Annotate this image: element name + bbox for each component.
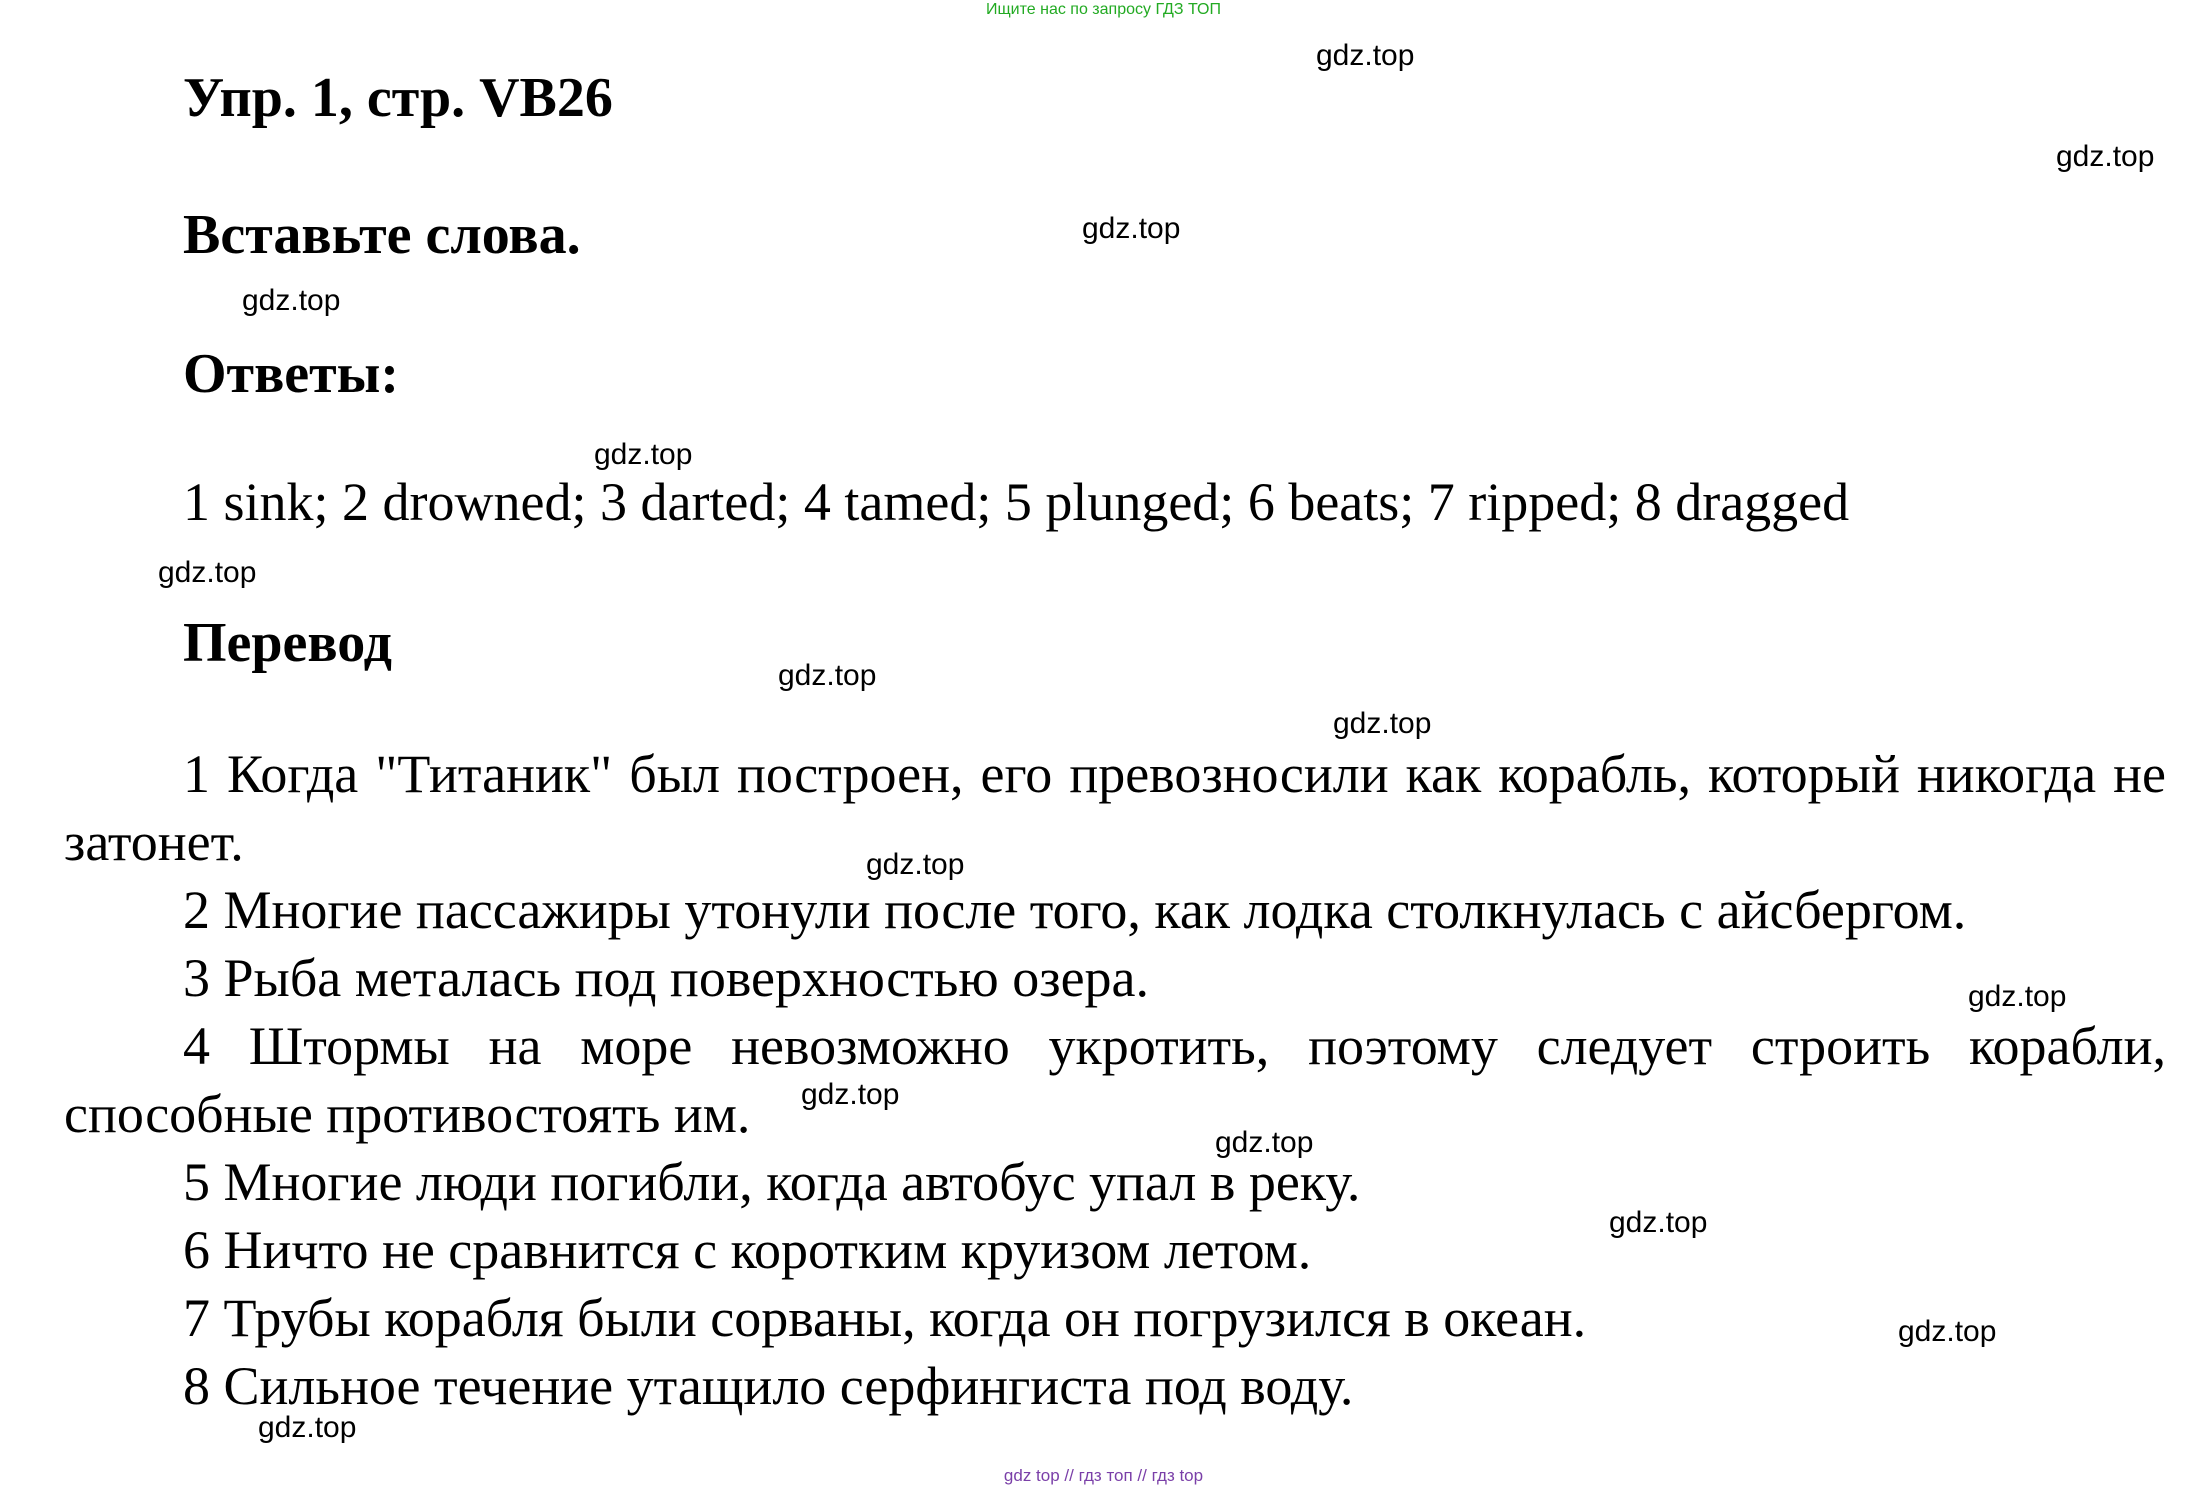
translation-item-4: 4 Штормы на море невозможно укротить, поэтому следует строить корабли, способные противостоять им. xyxy=(64,1016,2166,1144)
watermark: gdz.top xyxy=(1082,212,1181,245)
exercise-title: Упр. 1, стр. VB26 xyxy=(183,67,613,129)
translation-item-2: 2 Многие пассажиры утонули после того, как лодка столкнулась с айсбергом. xyxy=(183,880,1967,940)
watermark: gdz.top xyxy=(1333,707,1432,740)
watermark: gdz.top xyxy=(158,556,257,589)
bottom-banner: gdz top // гдз топ // гдз top xyxy=(1003,1466,1204,1485)
watermark: gdz.top xyxy=(801,1078,900,1111)
translation-item-8: 8 Сильное течение утащило серфингиста под воду. xyxy=(183,1356,1354,1416)
answers-heading: Ответы: xyxy=(183,343,400,405)
watermark: gdz.top xyxy=(1609,1206,1708,1239)
translation-heading: Перевод xyxy=(183,612,392,674)
answers-text: 1 sink; 2 drowned; 3 darted; 4 tamed; 5 plunged; 6 beats; 7 ripped; 8 dragged xyxy=(183,472,1850,532)
watermark: gdz.top xyxy=(242,284,341,317)
watermark: gdz.top xyxy=(1316,39,1415,72)
watermark: gdz.top xyxy=(2056,140,2155,173)
translation-item-3: 3 Рыба металась под поверхностью озера. xyxy=(183,948,1150,1008)
watermark: gdz.top xyxy=(1898,1315,1997,1348)
watermark: gdz.top xyxy=(1968,980,2067,1013)
watermark: gdz.top xyxy=(594,438,693,471)
watermark: gdz.top xyxy=(866,848,965,881)
translation-item-7: 7 Трубы корабля были сорваны, когда он погрузился в океан. xyxy=(183,1288,1587,1348)
translation-item-1: 1 Когда "Титаник" был построен, его превозносили как корабль, который никогда не затонет. xyxy=(64,744,2166,872)
watermark: gdz.top xyxy=(1215,1126,1314,1159)
watermark: gdz.top xyxy=(778,659,877,692)
translation-item-6: 6 Ничто не сравнится с коротким круизом летом. xyxy=(183,1220,1312,1280)
watermark: gdz.top xyxy=(258,1411,357,1444)
instruction-heading: Вставьте слова. xyxy=(183,204,581,266)
top-banner: Ищите нас по запросу ГДЗ ТОП xyxy=(986,1,1221,18)
translation-list xyxy=(64,740,2166,1420)
translation-item-5: 5 Многие люди погибли, когда автобус упал в реку. xyxy=(183,1152,1361,1212)
